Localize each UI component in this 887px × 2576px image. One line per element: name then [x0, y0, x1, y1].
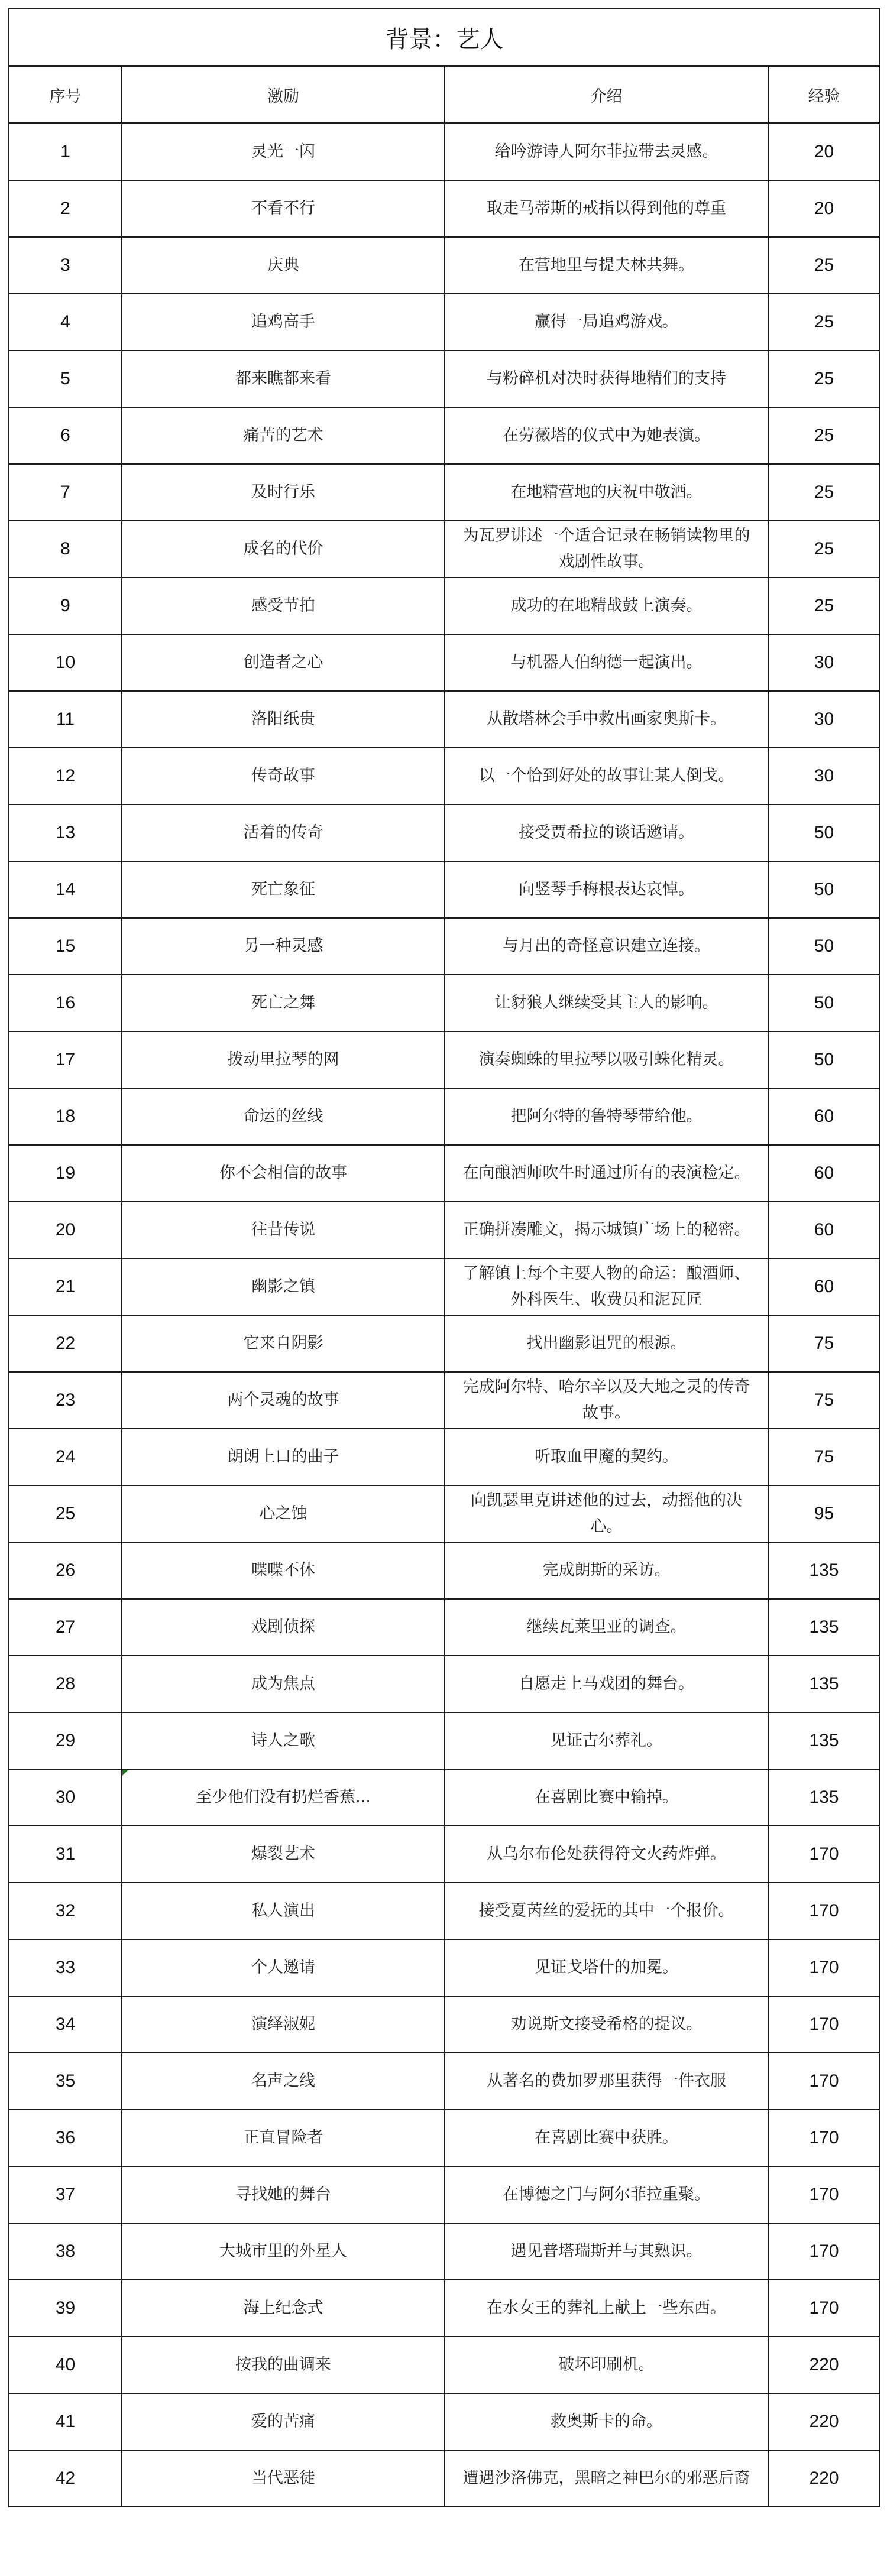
table-row	[9, 2337, 880, 2393]
table-row	[9, 2450, 880, 2507]
row-experience: 50	[768, 804, 880, 861]
row-index: 30	[9, 1769, 122, 1826]
row-inspiration-name: 朗朗上口的曲子	[122, 1429, 445, 1485]
row-description: 了解镇上每个主要人物的命运：酿酒师、外科医生、收费员和泥瓦匠	[445, 1258, 768, 1315]
row-inspiration-name: 创造者之心	[122, 634, 445, 691]
row-inspiration-name: 感受节拍	[122, 578, 445, 634]
row-index: 22	[9, 1315, 122, 1372]
row-index: 37	[9, 2166, 122, 2223]
table-row	[9, 237, 880, 294]
row-description: 正确拼凑雕文，揭示城镇广场上的秘密。	[445, 1202, 768, 1258]
row-inspiration-name: 大城市里的外星人	[122, 2223, 445, 2280]
row-description: 赢得一局追鸡游戏。	[445, 294, 768, 351]
table-row	[9, 2053, 880, 2110]
row-inspiration-name: 它来自阴影	[122, 1315, 445, 1372]
inspiration-table	[8, 8, 880, 2507]
row-index: 21	[9, 1258, 122, 1315]
row-index: 5	[9, 351, 122, 407]
row-index: 8	[9, 521, 122, 578]
row-inspiration-name: 命运的丝线	[122, 1088, 445, 1145]
row-index: 18	[9, 1088, 122, 1145]
row-inspiration-name: 及时行乐	[122, 464, 445, 521]
table-row	[9, 294, 880, 351]
table-title: 背景：艺人	[9, 9, 880, 66]
row-experience: 135	[768, 1542, 880, 1599]
row-inspiration-name: 传奇故事	[122, 748, 445, 804]
row-index: 26	[9, 1542, 122, 1599]
table-row	[9, 634, 880, 691]
table-row	[9, 1769, 880, 1826]
row-description: 遭遇沙洛佛克，黑暗之神巴尔的邪恶后裔	[445, 2450, 768, 2507]
row-index: 40	[9, 2337, 122, 2393]
row-inspiration-name: 诗人之歌	[122, 1712, 445, 1769]
table-row	[9, 464, 880, 521]
table-row	[9, 1712, 880, 1769]
row-description: 继续瓦莱里亚的调查。	[445, 1599, 768, 1656]
row-inspiration-name: 成名的代价	[122, 521, 445, 578]
row-experience: 50	[768, 1031, 880, 1088]
row-index: 36	[9, 2110, 122, 2166]
row-experience: 25	[768, 464, 880, 521]
row-inspiration-name: 名声之线	[122, 2053, 445, 2110]
row-experience: 60	[768, 1145, 880, 1202]
row-description: 向凯瑟里克讲述他的过去，动摇他的决心。	[445, 1485, 768, 1542]
row-description: 以一个恰到好处的故事让某人倒戈。	[445, 748, 768, 804]
table-row	[9, 1883, 880, 1939]
table-row	[9, 1372, 880, 1429]
row-experience: 170	[768, 1883, 880, 1939]
row-description: 从著名的费加罗那里获得一件衣服	[445, 2053, 768, 2110]
row-experience: 25	[768, 237, 880, 294]
row-experience: 75	[768, 1315, 880, 1372]
row-experience: 60	[768, 1202, 880, 1258]
row-description: 在水女王的葬礼上献上一些东西。	[445, 2280, 768, 2337]
row-index: 3	[9, 237, 122, 294]
row-index: 2	[9, 180, 122, 237]
row-index: 10	[9, 634, 122, 691]
row-index: 24	[9, 1429, 122, 1485]
row-inspiration-name: 至少他们没有扔烂香蕉...	[122, 1769, 445, 1826]
header-index: 序号	[9, 66, 122, 124]
row-inspiration-name: 活着的传奇	[122, 804, 445, 861]
row-experience: 170	[768, 1826, 880, 1883]
row-index: 34	[9, 1996, 122, 2053]
row-inspiration-name: 痛苦的艺术	[122, 407, 445, 464]
row-inspiration-name: 喋喋不休	[122, 1542, 445, 1599]
row-experience: 50	[768, 918, 880, 975]
row-description: 救奥斯卡的命。	[445, 2393, 768, 2450]
row-description: 从乌尔布伦处获得符文火药炸弹。	[445, 1826, 768, 1883]
row-description: 取走马蒂斯的戒指以得到他的尊重	[445, 180, 768, 237]
row-description: 给吟游诗人阿尔菲拉带去灵感。	[445, 124, 768, 181]
table-row	[9, 2393, 880, 2450]
row-inspiration-name: 灵光一闪	[122, 124, 445, 181]
row-inspiration-name: 演绎淑妮	[122, 1996, 445, 2053]
row-inspiration-name: 海上纪念式	[122, 2280, 445, 2337]
row-description: 在喜剧比赛中获胜。	[445, 2110, 768, 2166]
row-inspiration-name: 两个灵魂的故事	[122, 1372, 445, 1429]
row-index: 12	[9, 748, 122, 804]
row-description: 破坏印刷机。	[445, 2337, 768, 2393]
row-inspiration-name: 你不会相信的故事	[122, 1145, 445, 1202]
row-experience: 25	[768, 407, 880, 464]
table-row	[9, 1996, 880, 2053]
table-row	[9, 2110, 880, 2166]
row-description: 让豺狼人继续受其主人的影响。	[445, 975, 768, 1031]
row-experience: 75	[768, 1372, 880, 1429]
row-description: 接受贾希拉的谈话邀请。	[445, 804, 768, 861]
cell-warning-indicator-icon	[122, 1770, 128, 1776]
row-index: 32	[9, 1883, 122, 1939]
row-index: 11	[9, 691, 122, 748]
table-row	[9, 2166, 880, 2223]
row-experience: 135	[768, 1712, 880, 1769]
header-row	[9, 66, 880, 124]
row-description: 找出幽影诅咒的根源。	[445, 1315, 768, 1372]
row-index: 1	[9, 124, 122, 181]
row-description: 在喜剧比赛中输掉。	[445, 1769, 768, 1826]
row-experience: 50	[768, 861, 880, 918]
row-inspiration-name: 死亡之舞	[122, 975, 445, 1031]
row-inspiration-name: 戏剧侦探	[122, 1599, 445, 1656]
row-description: 与机器人伯纳德一起演出。	[445, 634, 768, 691]
table-body	[9, 124, 880, 2507]
row-index: 28	[9, 1656, 122, 1712]
row-experience: 135	[768, 1656, 880, 1712]
table-row	[9, 804, 880, 861]
table-row	[9, 861, 880, 918]
row-index: 39	[9, 2280, 122, 2337]
table-row	[9, 1258, 880, 1315]
row-description: 为瓦罗讲述一个适合记录在畅销读物里的戏剧性故事。	[445, 521, 768, 578]
row-index: 33	[9, 1939, 122, 1996]
row-description: 劝说斯文接受希格的提议。	[445, 1996, 768, 2053]
row-description: 自愿走上马戏团的舞台。	[445, 1656, 768, 1712]
row-experience: 170	[768, 2223, 880, 2280]
table-row	[9, 1939, 880, 1996]
table-row	[9, 2280, 880, 2337]
header-experience: 经验	[768, 66, 880, 124]
row-index: 38	[9, 2223, 122, 2280]
row-experience: 220	[768, 2450, 880, 2507]
table-row	[9, 691, 880, 748]
table-row	[9, 1599, 880, 1656]
row-inspiration-name: 都来瞧都来看	[122, 351, 445, 407]
row-inspiration-name: 爱的苦痛	[122, 2393, 445, 2450]
row-index: 35	[9, 2053, 122, 2110]
row-experience: 50	[768, 975, 880, 1031]
row-description: 接受夏芮丝的爱抚的其中一个报价。	[445, 1883, 768, 1939]
table-row	[9, 407, 880, 464]
row-index: 29	[9, 1712, 122, 1769]
row-index: 15	[9, 918, 122, 975]
row-experience: 25	[768, 578, 880, 634]
row-description: 从散塔林会手中救出画家奥斯卡。	[445, 691, 768, 748]
row-description: 遇见普塔瑞斯并与其熟识。	[445, 2223, 768, 2280]
table-row	[9, 1031, 880, 1088]
table-row	[9, 1088, 880, 1145]
row-index: 16	[9, 975, 122, 1031]
row-experience: 25	[768, 294, 880, 351]
row-inspiration-name: 追鸡高手	[122, 294, 445, 351]
row-inspiration-name: 当代恶徒	[122, 2450, 445, 2507]
row-inspiration-name: 个人邀请	[122, 1939, 445, 1996]
row-inspiration-name: 正直冒险者	[122, 2110, 445, 2166]
row-inspiration-name: 私人演出	[122, 1883, 445, 1939]
row-experience: 135	[768, 1599, 880, 1656]
row-description: 成功的在地精战鼓上演奏。	[445, 578, 768, 634]
row-index: 19	[9, 1145, 122, 1202]
row-experience: 220	[768, 2393, 880, 2450]
row-description: 在博德之门与阿尔菲拉重聚。	[445, 2166, 768, 2223]
table-row	[9, 351, 880, 407]
table-row	[9, 1656, 880, 1712]
row-description: 见证戈塔什的加冕。	[445, 1939, 768, 1996]
row-inspiration-name: 不看不行	[122, 180, 445, 237]
table-row	[9, 975, 880, 1031]
row-experience: 170	[768, 2166, 880, 2223]
row-inspiration-name: 往昔传说	[122, 1202, 445, 1258]
table-row	[9, 1826, 880, 1883]
row-description: 听取血甲魔的契约。	[445, 1429, 768, 1485]
row-description: 向竖琴手梅根表达哀悼。	[445, 861, 768, 918]
row-description: 把阿尔特的鲁特琴带给他。	[445, 1088, 768, 1145]
row-index: 17	[9, 1031, 122, 1088]
row-experience: 170	[768, 2053, 880, 2110]
table-row	[9, 124, 880, 181]
table-row	[9, 2223, 880, 2280]
row-experience: 170	[768, 1939, 880, 1996]
row-experience: 30	[768, 691, 880, 748]
row-experience: 60	[768, 1258, 880, 1315]
row-experience: 220	[768, 2337, 880, 2393]
row-inspiration-name: 按我的曲调来	[122, 2337, 445, 2393]
row-experience: 20	[768, 180, 880, 237]
row-description: 在向酿酒师吹牛时通过所有的表演检定。	[445, 1145, 768, 1202]
row-inspiration-name: 成为焦点	[122, 1656, 445, 1712]
row-index: 9	[9, 578, 122, 634]
table-row	[9, 918, 880, 975]
table-row	[9, 1202, 880, 1258]
header-description: 介绍	[445, 66, 768, 124]
row-inspiration-name: 死亡象征	[122, 861, 445, 918]
row-description: 与粉碎机对决时获得地精们的支持	[445, 351, 768, 407]
row-description: 在地精营地的庆祝中敬酒。	[445, 464, 768, 521]
row-description: 见证古尔葬礼。	[445, 1712, 768, 1769]
row-experience: 20	[768, 124, 880, 181]
table-row	[9, 1429, 880, 1485]
row-index: 25	[9, 1485, 122, 1542]
row-inspiration-name: 幽影之镇	[122, 1258, 445, 1315]
row-description: 在劳薇塔的仪式中为她表演。	[445, 407, 768, 464]
row-experience: 75	[768, 1429, 880, 1485]
header-inspiration: 激励	[122, 66, 445, 124]
row-index: 13	[9, 804, 122, 861]
table-row	[9, 1542, 880, 1599]
row-experience: 170	[768, 2280, 880, 2337]
table-row	[9, 748, 880, 804]
row-experience: 30	[768, 748, 880, 804]
row-index: 20	[9, 1202, 122, 1258]
row-index: 4	[9, 294, 122, 351]
table-row	[9, 180, 880, 237]
table-row	[9, 1145, 880, 1202]
row-description: 与月出的奇怪意识建立连接。	[445, 918, 768, 975]
row-index: 27	[9, 1599, 122, 1656]
row-inspiration-name: 心之蚀	[122, 1485, 445, 1542]
row-experience: 170	[768, 2110, 880, 2166]
table-row	[9, 1315, 880, 1372]
row-description: 在营地里与提夫林共舞。	[445, 237, 768, 294]
row-inspiration-name: 拨动里拉琴的网	[122, 1031, 445, 1088]
row-inspiration-name: 洛阳纸贵	[122, 691, 445, 748]
table-row	[9, 521, 880, 578]
row-inspiration-name: 寻找她的舞台	[122, 2166, 445, 2223]
row-experience: 170	[768, 1996, 880, 2053]
row-inspiration-name: 庆典	[122, 237, 445, 294]
row-index: 7	[9, 464, 122, 521]
row-description: 完成朗斯的采访。	[445, 1542, 768, 1599]
row-index: 31	[9, 1826, 122, 1883]
row-index: 14	[9, 861, 122, 918]
table-row	[9, 1485, 880, 1542]
row-experience: 135	[768, 1769, 880, 1826]
row-description: 演奏蜘蛛的里拉琴以吸引蛛化精灵。	[445, 1031, 768, 1088]
row-experience: 30	[768, 634, 880, 691]
row-experience: 60	[768, 1088, 880, 1145]
row-index: 41	[9, 2393, 122, 2450]
row-index: 6	[9, 407, 122, 464]
row-inspiration-name: 爆裂艺术	[122, 1826, 445, 1883]
table-row	[9, 578, 880, 634]
row-experience: 95	[768, 1485, 880, 1542]
row-inspiration-name: 另一种灵感	[122, 918, 445, 975]
row-experience: 25	[768, 521, 880, 578]
row-experience: 25	[768, 351, 880, 407]
row-index: 42	[9, 2450, 122, 2507]
row-index: 23	[9, 1372, 122, 1429]
row-description: 完成阿尔特、哈尔辛以及大地之灵的传奇故事。	[445, 1372, 768, 1429]
